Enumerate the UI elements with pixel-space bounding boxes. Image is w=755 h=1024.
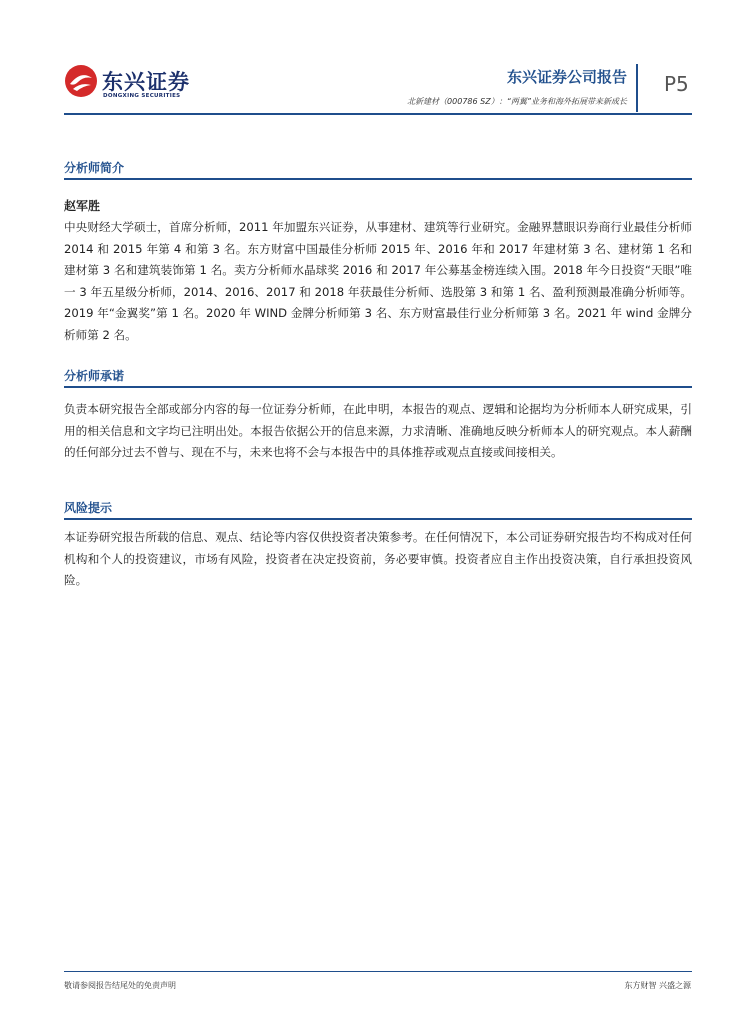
analyst-intro-header	[64, 158, 692, 180]
dongxing-logo-icon	[64, 64, 98, 98]
header-divider	[636, 64, 638, 112]
section-title: 风险提示	[64, 501, 113, 515]
footer-slogan: 东方财智 兴盛之源	[624, 981, 691, 990]
footer-rule	[64, 971, 692, 972]
section-rule	[64, 178, 692, 180]
section-title: 分析师承诺	[64, 369, 125, 383]
footer-disclaimer-note: 敬请参阅报告结尾处的免责声明	[64, 981, 176, 990]
analyst-commitment-header	[64, 366, 692, 388]
risk-notice-text: 本证券研究报告所载的信息、观点、结论等内容仅供投资者决策参考。在任何情况下，本公司证券研究报告均不构成对任何机构和个人的投资建议，市场有风险，投资者在决定投资前，务必要审慎。投资者应自主作出投资决策，自行承担投资风险。	[64, 530, 692, 587]
section-rule	[64, 386, 692, 388]
analyst-commitment-text: 负责本研究报告全部或部分内容的每一位证券分析师，在此申明，本报告的观点、逻辑和论据均为分析师本人研究成果，引用的相关信息和文字均已注明出处。本报告依据公开的信息来源，力求清晰、准确地反映分析师本人的研究观点。本人薪酬的任何部分过去不曾与、现在不与，未来也将不会与本报告中的具体推荐或观点直接或间接相关。	[64, 402, 692, 459]
logo-text-cn: 东兴证券	[102, 70, 190, 94]
logo-text-en: DONGXING SECURITIES	[103, 93, 181, 99]
header-rule	[64, 113, 692, 115]
company-logo	[64, 64, 204, 104]
risk-notice-header	[64, 498, 692, 520]
page-number: P5	[664, 72, 689, 96]
analyst-name: 赵军胜	[64, 199, 101, 213]
report-subtitle: 北新建材（000786 SZ）：“两翼”业务和海外拓展带来新成长	[407, 97, 627, 106]
analyst-bio: 中央财经大学硕士，首席分析师，2011 年加盟东兴证券，从事建材、建筑等行业研究。金融界慧眼识券商行业最佳分析师 2014 和 2015 年第 4 和第 3 名。东方财富中国最佳分析师 2015 年、2016 年和 2017 年建材第 3 名、建材第 1 名和建材第 3 名和建筑装饰第 1 名。卖方分析师水晶球奖 2016 和 2017 年公募基金榜连续入围。2018 年今日投资“天眼”唯一 3 年五星级分析师，2014、2016、2017 和 2018 年获最佳分析师、选股第 3 和第 1 名、盈利预测最准确分析师等。2019 年“金翼奖”第 1 名。2020 年 WIND 金牌分析师第 3 名、东方财富最佳行业分析师第 3 名。2021 年 wind 金牌分析师第 2 名。	[64, 220, 692, 342]
report-title: 东兴证券公司报告	[506, 68, 627, 86]
section-rule	[64, 518, 692, 520]
section-title: 分析师简介	[64, 161, 125, 175]
